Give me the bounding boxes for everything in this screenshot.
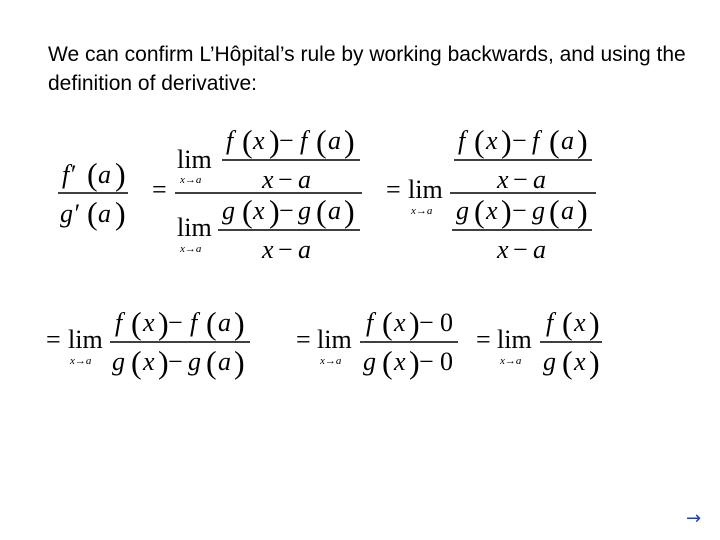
svg-text:f: f	[366, 308, 374, 337]
svg-text:): )	[409, 305, 420, 341]
svg-text:(: (	[87, 195, 98, 231]
svg-text:x→a: x→a	[180, 174, 202, 186]
svg-text:(: (	[316, 193, 327, 229]
svg-text:a: a	[218, 308, 231, 337]
svg-text:x→a: x→a	[500, 355, 522, 367]
svg-text:−: −	[513, 235, 528, 264]
svg-text:g: g	[543, 347, 556, 376]
svg-text:−: −	[279, 126, 294, 155]
svg-text:−: −	[512, 196, 527, 225]
svg-text:(: (	[562, 344, 573, 380]
svg-text:(: (	[474, 123, 485, 159]
svg-text:a: a	[561, 196, 574, 225]
svg-text:g′: g′	[60, 199, 79, 228]
svg-text:f: f	[115, 308, 123, 337]
svg-text:(: (	[131, 305, 142, 341]
svg-text:a: a	[561, 126, 574, 155]
zero-substitution	[296, 305, 458, 380]
svg-text:): )	[501, 123, 512, 159]
svg-text:(: (	[131, 344, 142, 380]
svg-text:(: (	[474, 193, 485, 229]
svg-text:g: g	[456, 196, 469, 225]
svg-text:g: g	[188, 347, 201, 376]
svg-text:x: x	[574, 308, 586, 337]
svg-text:): )	[344, 193, 355, 229]
svg-text:): )	[589, 305, 600, 341]
svg-text:=: =	[296, 325, 311, 354]
svg-text:(: (	[87, 156, 98, 192]
svg-text:): )	[115, 195, 126, 231]
svg-text:0: 0	[440, 308, 453, 337]
svg-text:=: =	[46, 325, 61, 354]
svg-text:f: f	[546, 308, 554, 337]
svg-text:): )	[115, 156, 126, 192]
svg-text:x: x	[486, 126, 498, 155]
svg-text:lim: lim	[408, 175, 443, 204]
svg-text:(: (	[382, 305, 393, 341]
lim-denominator	[177, 193, 360, 264]
svg-text:): )	[409, 344, 420, 380]
svg-text:x: x	[394, 308, 406, 337]
svg-text:−: −	[279, 196, 294, 225]
svg-text:(: (	[562, 305, 573, 341]
svg-text:a: a	[328, 196, 341, 225]
ratio-of-derivatives	[58, 156, 128, 231]
slide-text: We can confirm L’Hôpital’s rule by working backwards, and using the definition of derivative:	[48, 43, 686, 95]
final-ratio	[476, 305, 602, 380]
svg-text:x: x	[497, 235, 509, 264]
svg-text:): )	[158, 305, 169, 341]
svg-text:lim: lim	[317, 325, 352, 354]
svg-text:x→a: x→a	[180, 243, 202, 255]
svg-text:a: a	[98, 199, 111, 228]
svg-text:=: =	[386, 175, 401, 204]
svg-text:lim: lim	[68, 325, 103, 354]
svg-text:−: −	[513, 165, 528, 194]
single-lim-compound	[386, 123, 596, 264]
svg-text:lim: lim	[177, 213, 212, 242]
svg-text:(: (	[206, 344, 217, 380]
svg-text:f: f	[532, 126, 540, 155]
svg-text:f: f	[458, 126, 466, 155]
svg-text:): )	[577, 193, 588, 229]
svg-text:): )	[269, 193, 280, 229]
svg-text:x: x	[394, 347, 406, 376]
svg-text:x: x	[486, 196, 498, 225]
svg-text:−: −	[419, 308, 434, 337]
svg-text:): )	[589, 344, 600, 380]
svg-text:a: a	[533, 235, 546, 264]
svg-text:a: a	[298, 165, 311, 194]
svg-text:g: g	[532, 196, 545, 225]
svg-text:−: −	[168, 347, 183, 376]
svg-text:): )	[158, 344, 169, 380]
svg-text:x: x	[262, 165, 274, 194]
svg-text:(: (	[316, 123, 327, 159]
svg-text:a: a	[98, 160, 111, 189]
svg-text:a: a	[218, 347, 231, 376]
svg-text:a: a	[533, 165, 546, 194]
svg-text:−: −	[512, 126, 527, 155]
svg-text:): )	[344, 123, 355, 159]
equals-sign: =	[152, 175, 167, 204]
svg-text:f: f	[300, 126, 308, 155]
svg-text:): )	[269, 123, 280, 159]
svg-text:−: −	[168, 308, 183, 337]
svg-text:): )	[501, 193, 512, 229]
svg-text:(: (	[382, 344, 393, 380]
svg-text:(: (	[242, 123, 253, 159]
svg-text:f: f	[226, 126, 234, 155]
svg-text:=: =	[476, 325, 491, 354]
svg-text:g: g	[363, 347, 376, 376]
svg-text:x: x	[574, 347, 586, 376]
svg-text:f′: f′	[62, 160, 75, 189]
svg-text:x→a: x→a	[320, 355, 342, 367]
svg-text:0: 0	[440, 347, 453, 376]
svg-text:g: g	[112, 347, 125, 376]
svg-text:x: x	[143, 347, 155, 376]
svg-text:g: g	[222, 196, 235, 225]
svg-text:(: (	[206, 305, 217, 341]
next-slide-arrow-icon[interactable]: →	[686, 508, 702, 529]
svg-text:−: −	[278, 165, 293, 194]
svg-text:x→a: x→a	[411, 205, 433, 217]
svg-text:lim: lim	[177, 145, 212, 174]
svg-text:x: x	[497, 165, 509, 194]
svg-text:a: a	[298, 235, 311, 264]
svg-text:lim: lim	[497, 325, 532, 354]
svg-text:x: x	[262, 235, 274, 264]
svg-text:−: −	[278, 235, 293, 264]
svg-text:): )	[577, 123, 588, 159]
svg-text:−: −	[419, 347, 434, 376]
svg-text:(: (	[549, 123, 560, 159]
svg-text:g: g	[298, 196, 311, 225]
svg-text:f: f	[190, 308, 198, 337]
svg-text:x: x	[253, 196, 265, 225]
svg-text:): )	[234, 305, 245, 341]
svg-text:x: x	[143, 308, 155, 337]
svg-text:(: (	[549, 193, 560, 229]
simplified-ratio	[46, 305, 250, 380]
svg-text:): )	[234, 344, 245, 380]
svg-text:a: a	[328, 126, 341, 155]
lim-numerator	[177, 123, 360, 194]
svg-text:(: (	[242, 193, 253, 229]
svg-text:x: x	[253, 126, 265, 155]
svg-text:x→a: x→a	[70, 355, 92, 367]
